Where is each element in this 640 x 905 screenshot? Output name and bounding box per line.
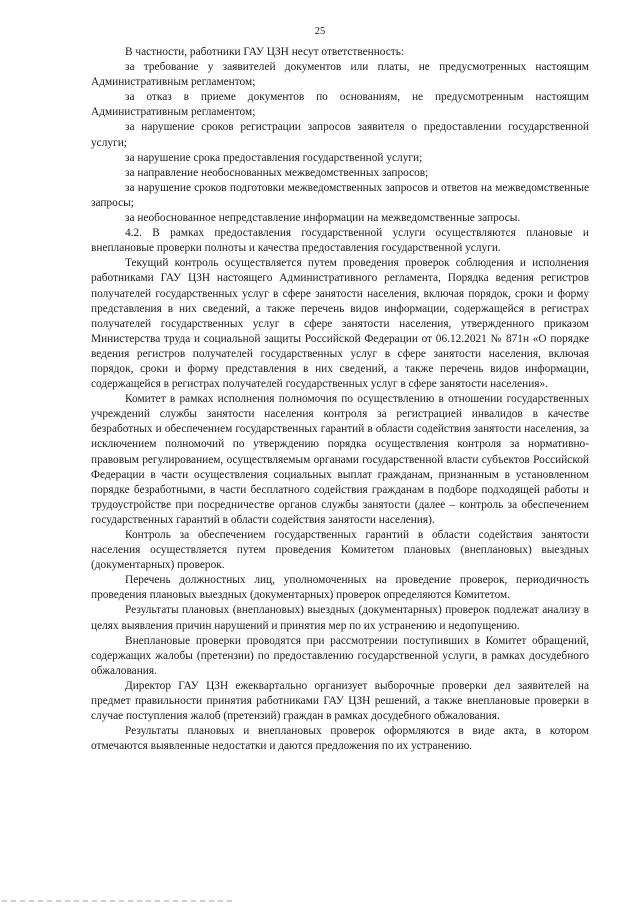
paragraph: Комитет в рамках исполнения полномочия по осуществлению в отношении государственных учреждений службы занятости населения контроля за регистрацией инвалидов в качестве безработных и обеспечением государственных гарантий в области содействия занятости населения, за исключением полномочий по утверждению порядка осуществления контроля за нормативно-правовым регулированием, осуществляемым органами государственной власти субъектов Российской Федерации в части осуществления социальных выплат гражданам, признанным в установленном порядке безработными, в части бесплатного содействия гражданам в подборе подходящей работы и трудоустройстве при посредничестве органов службы занятости (далее – контроль за обеспечением государственных гарантий в области содействия занятости населения). [91, 393, 589, 526]
paragraph: за требование у заявителей документов или платы, не предусмотренных настоящим Административным регламентом; [91, 61, 589, 89]
paragraph: Директор ГАУ ЦЗН ежеквартально организует выборочные проверки дел заявителей на предмет правильности принятия работниками ГАУ ЦЗН решений, а также внеплановые проверки в случае поступления жалоб (претензий) граждан в рамках досудебного обжалования. [91, 679, 589, 723]
paragraph: 4.2. В рамках предоставления государственной услуги осуществляются плановые и внеплановые проверки полноты и качества предоставления государственной услуги. [91, 227, 589, 255]
paragraph: Результаты плановых и внеплановых проверок оформляются в виде акта, в котором отмечаются выявленные недостатки и даются предложения по их устранению. [91, 725, 589, 753]
paragraph: В частности, работники ГАУ ЦЗН несут ответственность: [125, 46, 405, 58]
paragraph: Результаты плановых (внеплановых) выездных (документарных) проверок подлежат анализу в целях выявления причин нарушений и принятия мер по их устранению и недопущению. [91, 604, 589, 632]
paragraph: за необоснованное непредставление информации на межведомственные запросы. [125, 212, 521, 225]
paragraph: Внеплановые проверки проводятся при рассмотрении поступивших в Комитет обращений, содержащих жалобы (претензии) по предоставлению государственной услуги, в рамках досудебного обжалования. [91, 634, 589, 677]
scan-artifact [2, 900, 232, 902]
paragraph: за направление необоснованных межведомственных запросов; [125, 166, 429, 179]
paragraph: Контроль за обеспечением государственных гарантий в области содействия занятости населения осуществляется путем проведения Комитетом плановых (внеплановых) выездных (документарных) проверок. [91, 529, 589, 572]
document-body [91, 45, 589, 754]
paragraph: за нарушение сроков регистрации запросов заявителя о предоставлении государственной услуги; [91, 121, 589, 149]
page-number: 25 [314, 26, 326, 37]
paragraph: Текущий контроль осуществляется путем проведения проверок соблюдения и исполнения работниками ГАУ ЦЗН настоящего Административного регламента, Порядка ведения регистров получателей государственных услуг в сфере занятости населения, включая порядок, сроки и форму представления в них сведений, а также перечень видов информации, содержащейся в регистрах получателей государственных услуг в сфере занятости населения, утвержденного приказом Министерства труда и социальной защиты Российской Федерации от 06.12.2021 № 871н «О порядке ведения регистров получателей государственных услуг в сфере занятости населения, включая порядок, сроки и форму представления в них сведений, а также перечень видов информации, содержащейся в регистрах получателей государственных услуг в сфере занятости населения». [91, 257, 589, 391]
paragraph: за нарушение срока предоставления государственной услуги; [125, 151, 423, 164]
paragraph: за отказ в приеме документов по основаниям, не предусмотренным настоящим Административным регламентом; [91, 91, 589, 119]
paragraph: за нарушение сроков подготовки межведомственных запросов и ответов на межведомственные запросы; [91, 181, 589, 209]
paragraph: Перечень должностных лиц, уполномоченных на проведение проверок, периодичность проведения плановых выездных (документарных) проверок определяются Комитетом. [91, 574, 589, 602]
